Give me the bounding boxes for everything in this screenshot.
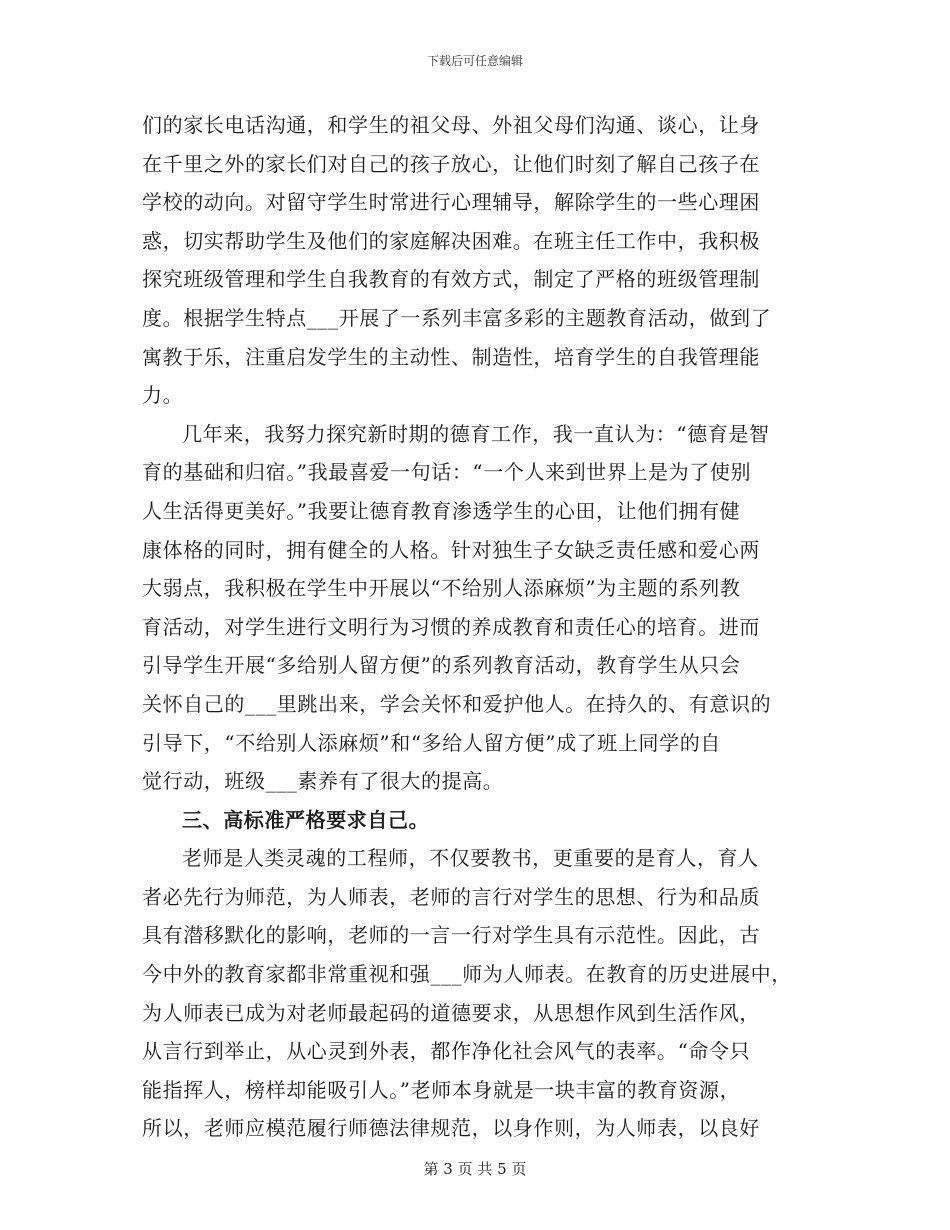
document-body bbox=[142, 106, 822, 1148]
text-line: 从言行到举止，从心灵到外表，都作净化社会风气的表率。“命令只 bbox=[142, 1039, 751, 1064]
text-line: 力。 bbox=[142, 383, 184, 408]
text-line-paragraph-start: 几年来，我努力探究新时期的德育工作，我一直认为：“德育是智 bbox=[182, 421, 770, 446]
text-line: 们的家长电话沟通，和学生的祖父母、外祖父母们沟通、谈心，让身 bbox=[142, 113, 760, 137]
section-heading: 三、高标准严格要求自己。 bbox=[182, 807, 430, 832]
text-line: 大弱点，我积极在学生中开展以“不给别人添麻烦”为主题的系列教 bbox=[142, 576, 741, 601]
text-line: 今中外的教育家都非常重视和强___师为人师表。在教育的历史进展中， bbox=[142, 962, 792, 987]
text-line: 为人师表已成为对老师最起码的道德要求，从思想作风到生活作风， bbox=[142, 1000, 760, 1025]
text-line: 学校的动向。对留守学生时常进行心理辅导，解除学生的一些心理困 bbox=[142, 190, 760, 215]
text-line: 在千里之外的家长们对自己的孩子放心，让他们时刻了解自己孩子在 bbox=[142, 151, 760, 176]
text-line: 惑，切实帮助学生及他们的家庭解决困难。在班主任工作中，我积极 bbox=[142, 228, 760, 253]
page-header: 下载后可任意编辑 bbox=[426, 54, 523, 68]
text-line: 人生活得更美好。”我要让德育教育渗透学生的心田，让他们拥有健 bbox=[142, 498, 741, 523]
text-line: 探究班级管理和学生自我教育的有效方式，制定了严格的班级管理制 bbox=[142, 267, 760, 292]
text-line: 能指挥人，榜样却能吸引人。”老师本身就是一块丰富的教育资源， bbox=[142, 1077, 741, 1102]
text-line: 关怀自己的___里跳出来，学会关怀和爱护他人。在持久的、有意识的 bbox=[142, 691, 772, 716]
text-line: 具有潜移默化的影响，老师的一言一行对学生具有示范性。因此，古 bbox=[142, 923, 760, 948]
text-line: 育活动，对学生进行文明行为习惯的养成教育和责任心的培育。进而 bbox=[142, 614, 760, 639]
text-line-paragraph-start: 老师是人类灵魂的工程师，不仅要教书，更重要的是育人，育人 bbox=[182, 846, 759, 871]
text-line: 育的基础和归宿。”我最喜爱一句话：“一个人来到世界上是为了使别 bbox=[142, 460, 752, 485]
text-line: 度。根据学生特点___开展了一系列丰富多彩的主题教育活动，做到了 bbox=[142, 305, 772, 330]
text-line: 者必先行为师范，为人师表，老师的言行对学生的思想、行为和品质 bbox=[142, 884, 760, 909]
text-line: 所以，老师应模范履行师德法律规范，以身作则，为人师表，以良好 bbox=[142, 1116, 760, 1141]
page-footer: 第 3 页 共 5 页 bbox=[423, 1160, 527, 1178]
text-line: 引导下，“不给别人添麻烦”和“多给人留方便”成了班上同学的自 bbox=[142, 730, 721, 755]
text-line: 引导学生开展“多给别人留方便”的系列教育活动，教育学生从只会 bbox=[142, 653, 741, 678]
text-line: 寓教于乐，注重启发学生的主动性、制造性，培育学生的自我管理能 bbox=[142, 344, 760, 369]
text-line: 康体格的同时，拥有健全的人格。针对独生子女缺乏责任感和爱心两 bbox=[142, 537, 760, 562]
text-line: 觉行动，班级___素养有了很大的提高。 bbox=[142, 769, 504, 794]
